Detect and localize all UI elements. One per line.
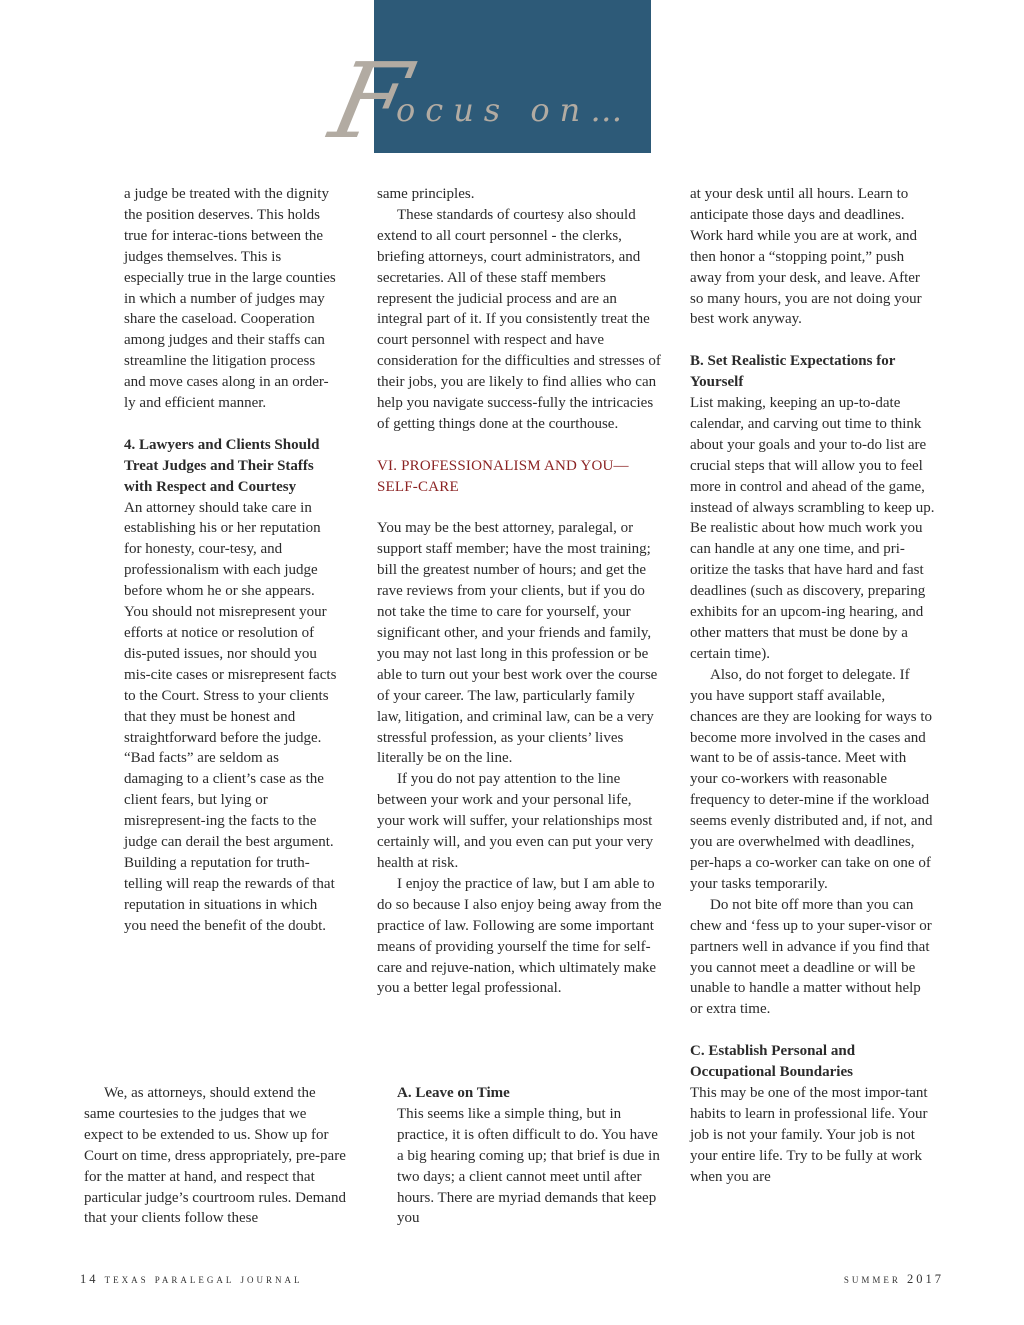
col1-heading-lawyers-clients: 4. Lawyers and Clients Should Treat Judges and Their Staffs with Respect and Courtesy [124,436,320,495]
col3-paragraph-1: at your desk until all hours. Learn to anticipate those days and deadlines. Work hard while you are at work, and then honor a “stopping point,” push away from your desk, and leave. After so many hours, you are not doing your best work anyway. [690,186,922,328]
col1-paragraph-1: a judge be treated with the dignity the position deserves. This holds true for interac-tions between the judges themselves. This is especially true in the large counties in which a number of judges may share the caseload. Cooperation among judges and their staffs can streamline the litigation process and move cases along in an order-ly and efficient manner. [124,186,336,412]
col2-paragraph-1: same principles. [377,186,475,202]
col2-paragraph-4: If you do not pay attention to the line between your work and your personal life, your work will suffer, your relationships most certainly will, and you even can put your very health at risk. [377,771,654,871]
column-right [690,184,935,1187]
col3-paragraph-4: Do not bite off more than you can chew and ‘fess up to your super-visor or partners well in advance if you find that you cannot meet a deadline or will be unable to handle a matter without help or extra time. [690,896,932,1018]
footer-journal-name: 14 texas paralegal journal [80,1272,303,1286]
column-left [124,184,339,937]
heading-boundaries: C. Establish Personal and Occupational Boundaries [690,1043,856,1081]
col1-paragraph-2: An attorney should take care in establishing his or her reputation for honesty, cour-tesy, and professionalism with each judge before whom he or she appears. You should not misrepresent your efforts at notice or resolution of dis-puted issues, nor should you mis-cite cases or misrepresent facts to the Court. Stress to your clients that they must be honest and straightforward before the judge. “Bad facts” are seldom as damaging to a client’s case as the client fears, but lying or misrepresent-ing the facts to the judge can derail the best argument. Building a reputation for truth-telling will reap the rewards of that reputation in situations in which you need the benefit of the doubt. [124,499,337,934]
focus-title-initial: F [321,40,420,162]
col2-paragraph-6: This seems like a simple thing, but in practice, it is often difficult to do. You have a big hearing coming up; that brief is due in two days; a client cannot meet until after hours. There are myriad demands that keep you [397,1105,660,1227]
col2-paragraph-5: I enjoy the practice of law, but I am able to do so because I also enjoy being away from the practice of law. Following are some important means of providing yourself the time for self-care and rejuve-nation, which ultimately make you a better legal professional. [377,875,662,997]
focus-title-rest: ocus on… [396,91,633,129]
col3-paragraph-2: List making, keeping an up-to-date calendar, and carving out time to think about your goals and your to-do list are crucial steps that will allow you to feel more in control and ahead of the game, instead of always scrambling to keep up. Be realistic about how much work you can handle at any one time, and pri-oritize the tasks that have hard and fast deadlines (such as discovery, preparing exhibits for an upcom-ing hearing, and other matters that must be done by a certain time). [690,395,935,662]
col2-paragraph-2: These standards of courtesy also should extend to all court personnel - the clerks, briefing attorneys, court administrators, and secretaries. All of these staff members represent the judicial process and are an integral part of it. If you consistently treat the court personnel with respect and have consideration for the difficulties and stresses of their jobs, you are likely to find allies who can help you navigate success-fully the intricacies of getting things done at the courthouse. [377,206,661,432]
heading-realistic-expectations: B. Set Realistic Expectations for Yourself [690,353,896,391]
heading-leave-on-time: A. Leave on Time [397,1085,510,1101]
focus-on-title [321,40,694,166]
section-heading-professionalism: VI. PROFESSIONALISM AND YOU— SELF-CARE [377,457,629,495]
col2-paragraph-3: You may be the best attorney, paralegal, or support staff member; have the most training; bill the greatest number of hours; and get the rave reviews from your clients, but if you do not take the time to care for yourself, your significant other, and your friends and family, you may not last long in this profession or be able to turn out your best work over the course of your career. The law, particularly family law, litigation, and criminal law, can be a very stressful profession, as your clients’ lives literally be on the line. [377,520,658,767]
column-middle-bottom [397,1083,662,1229]
column-left-bottom [84,1083,349,1229]
column-middle [377,184,662,999]
col3-paragraph-3: Also, do not forget to delegate. If you have support staff available, chances are they are looking for ways to become more involved in the cases and want to be of assis-tance. Meet with your co-workers with reasonable frequency to deter-mine if the workload seems evenly distributed and, if not, and you are overwhelmed with deadlines, per-haps a co-worker can take on one of your tasks temporarily. [690,666,933,892]
footer-issue: summer 2017 [843,1272,944,1286]
col3-paragraph-5: This may be one of the most impor-tant habits to learn in professional life. Your job is not your family. Your job is not your entire life. Try to be fully at work when you are [690,1084,928,1185]
col1-paragraph-3: We, as attorneys, should extend the same courtesies to the judges that we expect to be extended to us. Show up for Court on time, dress appropriately, pre-pare for the matter at hand, and respect that particular judge’s courtroom rules. Demand that your clients follow these [84,1085,347,1227]
